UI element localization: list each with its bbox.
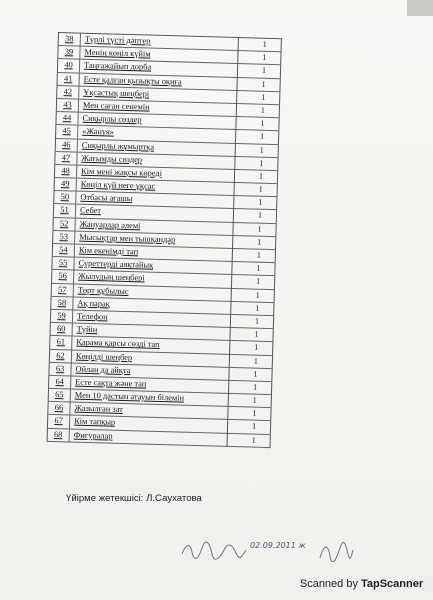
leader-label: Үйірме жетекшісі: Л.Саухатова bbox=[66, 493, 202, 504]
row-count: 1 bbox=[261, 66, 267, 76]
row-count: 1 bbox=[254, 342, 259, 353]
row-number: 45 bbox=[56, 125, 78, 138]
row-count: 1 bbox=[253, 369, 258, 379]
row-title: Жазылған зат bbox=[74, 403, 123, 415]
row-count: 1 bbox=[261, 79, 266, 89]
row-number: 46 bbox=[56, 138, 78, 151]
row-count: 1 bbox=[256, 250, 262, 260]
handwritten-signature-left bbox=[180, 538, 250, 562]
row-count: 1 bbox=[254, 316, 260, 326]
row-title: Жануарлар әлемі bbox=[79, 219, 141, 231]
row-number: 44 bbox=[56, 112, 78, 125]
row-count: 1 bbox=[255, 303, 260, 313]
row-title: Кім мені жақсы көреді bbox=[81, 166, 163, 178]
handwritten-signature-right bbox=[318, 540, 354, 562]
scan-corner-mark bbox=[407, 0, 433, 16]
row-count: 1 bbox=[259, 158, 264, 168]
row-number: 41 bbox=[58, 73, 80, 86]
signature-date: 02.09.2011 ж bbox=[250, 541, 306, 550]
row-count: 1 bbox=[258, 197, 263, 208]
row-title: Фигуралар bbox=[73, 430, 113, 441]
row-count: 1 bbox=[261, 92, 266, 102]
row-title: Есте қалған қызықты оқиға bbox=[83, 74, 182, 87]
row-number: 58 bbox=[51, 297, 73, 310]
row-number: 57 bbox=[52, 283, 74, 296]
table-body bbox=[47, 32, 282, 448]
row-number: 66 bbox=[48, 402, 70, 415]
row-number: 64 bbox=[49, 376, 71, 389]
row-number: 59 bbox=[51, 310, 73, 323]
row-count: 1 bbox=[256, 263, 261, 273]
row-number: 61 bbox=[50, 336, 72, 349]
row-title: Түйін bbox=[76, 324, 98, 335]
row-title: Ұқсастық шеңбері bbox=[83, 87, 150, 99]
row-count: 1 bbox=[260, 118, 265, 128]
row-number: 60 bbox=[51, 323, 73, 336]
row-number: 65 bbox=[49, 389, 71, 402]
row-title: Көңіл күй неге ұқсас bbox=[80, 179, 156, 191]
row-number: 53 bbox=[53, 231, 75, 244]
row-number: 39 bbox=[58, 46, 80, 59]
row-title: Көңілді шеңбер bbox=[75, 351, 133, 362]
row-count: 1 bbox=[257, 224, 262, 234]
row-count: 1 bbox=[260, 105, 266, 115]
row-number: 67 bbox=[48, 415, 70, 428]
row-count: 1 bbox=[257, 211, 263, 221]
row-title: Сиқырлы сөздер bbox=[82, 113, 142, 125]
row-number: 51 bbox=[54, 204, 76, 217]
row-number: 40 bbox=[58, 59, 80, 72]
row-count: 1 bbox=[255, 290, 260, 300]
row-title: Таңғажайып дорба bbox=[83, 61, 152, 72]
row-count: 1 bbox=[258, 171, 264, 181]
row-count: 1 bbox=[251, 435, 256, 445]
row-count: 1 bbox=[254, 329, 259, 339]
row-title: Ойлан да айқта bbox=[75, 364, 131, 375]
row-title: Қарама қарсы сөзді тап bbox=[76, 337, 160, 350]
scanner-prefix: Scanned by bbox=[299, 578, 358, 590]
row-title: Кім екенімді тап bbox=[78, 245, 139, 257]
row-number: 48 bbox=[55, 165, 77, 178]
row-title: Кім тапқыр bbox=[74, 417, 116, 428]
activities-table bbox=[47, 32, 282, 448]
row-count: 1 bbox=[262, 52, 267, 63]
row-number: 55 bbox=[52, 257, 74, 270]
row-title: Телефон bbox=[76, 311, 108, 322]
row-number: 38 bbox=[59, 33, 81, 46]
row-title: Ақ парақ bbox=[77, 298, 110, 309]
row-number: 62 bbox=[50, 349, 72, 362]
row-title: Суреттерді аяқтайық bbox=[78, 258, 154, 270]
row-count: 1 bbox=[253, 356, 259, 366]
row-title: «Жануя» bbox=[82, 127, 115, 137]
row-number: 49 bbox=[55, 178, 77, 191]
row-count: 1 bbox=[257, 237, 262, 247]
row-number: 68 bbox=[48, 428, 70, 441]
row-title: Есте сақта және тап bbox=[75, 377, 147, 389]
row-count: 1 bbox=[259, 131, 265, 142]
row-count: 1 bbox=[252, 408, 257, 418]
row-number: 56 bbox=[52, 270, 74, 283]
row-title: Жылудың шеңбері bbox=[78, 272, 145, 283]
row-title: Сиқырлы жұмыртқа bbox=[81, 140, 155, 152]
row-title: Төрт құбылыс bbox=[77, 285, 129, 296]
row-number: 50 bbox=[54, 191, 76, 204]
row-number: 52 bbox=[53, 218, 75, 231]
row-number: 42 bbox=[57, 86, 79, 99]
row-number: 47 bbox=[55, 152, 77, 165]
scanner-badge bbox=[290, 573, 433, 595]
row-title: Менің көңіл күйім bbox=[84, 47, 151, 59]
row-title: Отбасы ағашы bbox=[80, 192, 133, 204]
row-title: Мысықтар мен тышқандар bbox=[79, 232, 176, 245]
row-title: Мен 10 дастын атауын білемін bbox=[74, 390, 185, 403]
row-title: Себет bbox=[79, 206, 102, 216]
row-title: Жағымды сөздер bbox=[81, 153, 143, 165]
row-count: 1 bbox=[255, 277, 261, 287]
scanner-brand: TapScanner bbox=[360, 578, 424, 590]
row-count: 1 bbox=[252, 395, 257, 405]
signature-block bbox=[180, 538, 360, 564]
row-count: 1 bbox=[259, 145, 264, 155]
row-count: 1 bbox=[252, 382, 258, 392]
row-title: Түрлі түсті дәптер bbox=[84, 34, 151, 46]
row-count: 1 bbox=[258, 184, 263, 194]
row-count: 1 bbox=[262, 39, 267, 49]
row-number: 63 bbox=[49, 363, 71, 376]
row-number: 54 bbox=[53, 244, 75, 257]
row-title: Мен саған сенемін bbox=[82, 100, 150, 112]
row-count: 1 bbox=[251, 422, 257, 432]
row-number: 43 bbox=[57, 99, 79, 112]
